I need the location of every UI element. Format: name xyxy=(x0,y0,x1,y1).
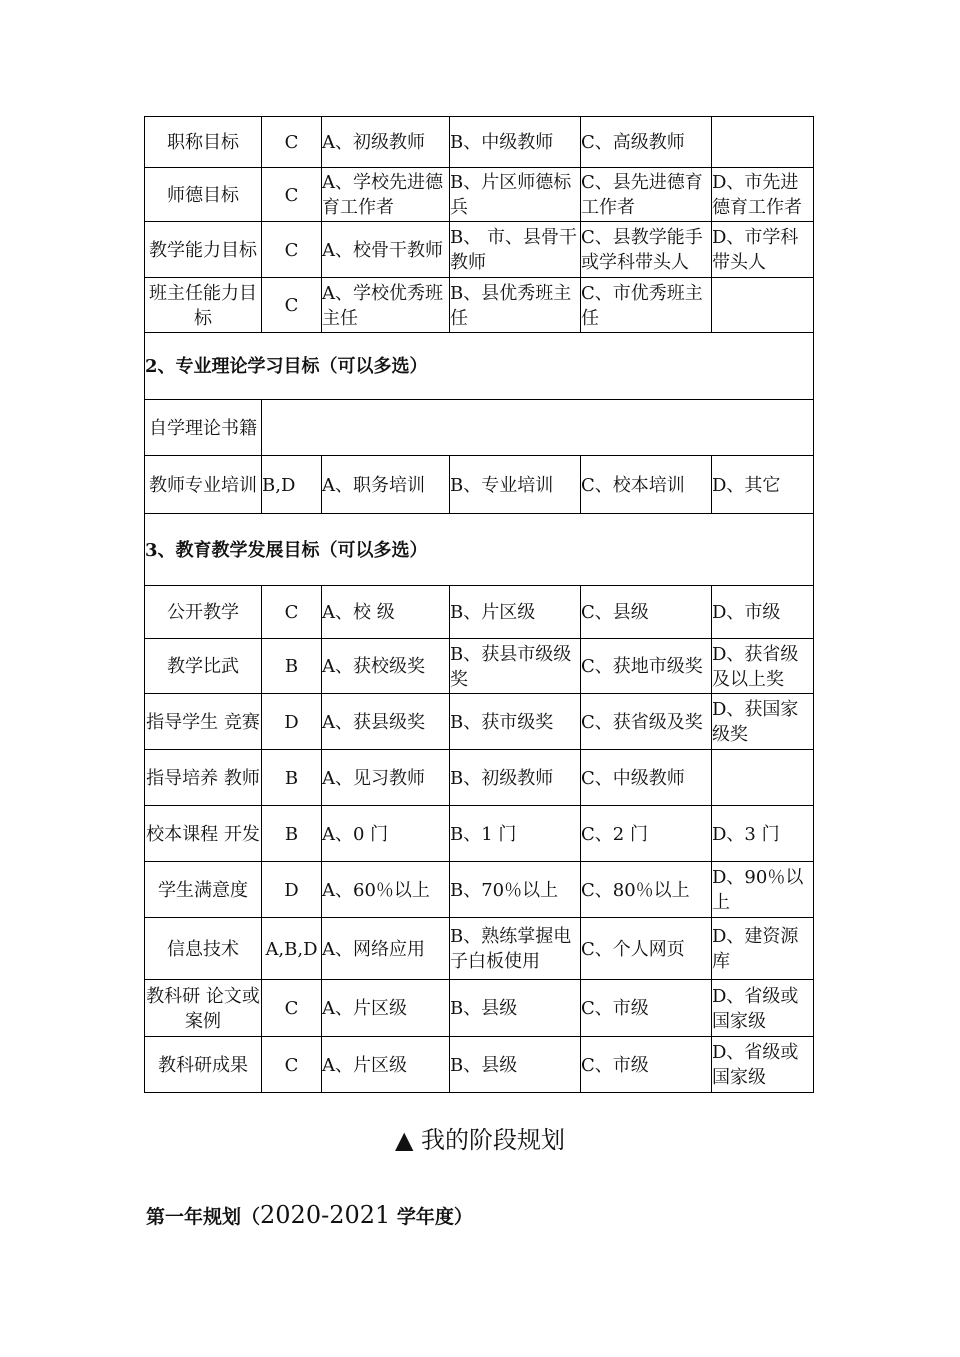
option-d: D、市级 xyxy=(712,586,814,639)
row-label: 学生满意度 xyxy=(145,862,262,918)
option-b: B、获市级奖 xyxy=(450,694,581,750)
option-a: A、获县级奖 xyxy=(322,694,450,750)
table-row xyxy=(145,639,814,694)
selected-choice: C xyxy=(262,278,322,333)
table-row xyxy=(145,1037,814,1093)
table-row xyxy=(145,862,814,918)
selected-choice: A,B,D xyxy=(262,918,322,980)
selected-choice: D xyxy=(262,694,322,750)
option-d: D、90％以上 xyxy=(712,862,814,918)
option-c: C、2 门 xyxy=(581,806,712,862)
table-row xyxy=(145,918,814,980)
selected-choice: C xyxy=(262,168,322,222)
section-row xyxy=(145,333,814,400)
option-d xyxy=(712,117,814,168)
table-row xyxy=(145,278,814,333)
self-study-value xyxy=(262,400,814,456)
option-d: D、3 门 xyxy=(712,806,814,862)
option-b: B、获县市级级奖 xyxy=(450,639,581,694)
table-row xyxy=(145,117,814,168)
section-heading: 3、教育教学发展目标（可以多选） xyxy=(145,514,814,586)
table-row xyxy=(145,806,814,862)
option-c: C、市优秀班主任 xyxy=(581,278,712,333)
table-row xyxy=(145,456,814,514)
option-c: C、80％以上 xyxy=(581,862,712,918)
selected-choice: C xyxy=(262,980,322,1037)
stage-heading: ▲ 我的阶段规划 xyxy=(394,1126,566,1154)
option-b: B、县级 xyxy=(450,980,581,1037)
row-label: 信息技术 xyxy=(145,918,262,980)
option-a: A、学校优秀班主任 xyxy=(322,278,450,333)
section-row xyxy=(145,514,814,586)
option-a: A、校 级 xyxy=(322,586,450,639)
option-a: A、网络应用 xyxy=(322,918,450,980)
option-b: B、片区级 xyxy=(450,586,581,639)
table-row xyxy=(145,586,814,639)
table-row xyxy=(145,980,814,1037)
selected-choice: B xyxy=(262,639,322,694)
option-c: C、高级教师 xyxy=(581,117,712,168)
option-c: C、县先进德育工作者 xyxy=(581,168,712,222)
option-a: A、校骨干教师 xyxy=(322,222,450,278)
option-b: B、专业培训 xyxy=(450,456,581,514)
option-c: C、中级教师 xyxy=(581,750,712,806)
selected-choice: B,D xyxy=(262,456,322,514)
option-b: B、 市、县骨干教师 xyxy=(450,222,581,278)
option-c: C、市级 xyxy=(581,1037,712,1093)
option-b: B、片区师德标兵 xyxy=(450,168,581,222)
option-c: C、校本培训 xyxy=(581,456,712,514)
option-d: D、省级或国家级 xyxy=(712,1037,814,1093)
option-d: D、获国家级奖 xyxy=(712,694,814,750)
option-b: B、中级教师 xyxy=(450,117,581,168)
row-label: 教科研成果 xyxy=(145,1037,262,1093)
selected-choice: B xyxy=(262,750,322,806)
option-c: C、县级 xyxy=(581,586,712,639)
option-b: B、初级教师 xyxy=(450,750,581,806)
option-d xyxy=(712,278,814,333)
row-label: 教科研 论文或案例 xyxy=(145,980,262,1037)
option-b: B、县优秀班主任 xyxy=(450,278,581,333)
selected-choice: C xyxy=(262,1037,322,1093)
row-label: 教学能力目标 xyxy=(145,222,262,278)
row-label: 公开教学 xyxy=(145,586,262,639)
option-b: B、70％以上 xyxy=(450,862,581,918)
option-a: A、职务培训 xyxy=(322,456,450,514)
option-c: C、市级 xyxy=(581,980,712,1037)
table-row xyxy=(145,400,814,456)
option-d xyxy=(712,750,814,806)
option-a: A、初级教师 xyxy=(322,117,450,168)
row-label: 班主任能力目标 xyxy=(145,278,262,333)
goal-table xyxy=(144,116,814,1093)
option-a: A、片区级 xyxy=(322,980,450,1037)
selected-choice: D xyxy=(262,862,322,918)
option-a: A、获校级奖 xyxy=(322,639,450,694)
option-d: D、建资源库 xyxy=(712,918,814,980)
section-heading: 2、专业理论学习目标（可以多选） xyxy=(145,333,814,400)
row-label: 教师专业培训 xyxy=(145,456,262,514)
year-plan-years: 2020-2021 xyxy=(260,1201,391,1229)
option-a: A、学校先进德育工作者 xyxy=(322,168,450,222)
option-a: A、片区级 xyxy=(322,1037,450,1093)
option-c: C、县教学能手或学科带头人 xyxy=(581,222,712,278)
option-b: B、1 门 xyxy=(450,806,581,862)
row-label: 校本课程 开发 xyxy=(145,806,262,862)
option-b: B、县级 xyxy=(450,1037,581,1093)
year-plan-prefix: 第一年规划（ xyxy=(146,1206,261,1228)
option-a: A、0 门 xyxy=(322,806,450,862)
row-label: 师德目标 xyxy=(145,168,262,222)
option-d: D、其它 xyxy=(712,456,814,514)
option-a: A、见习教师 xyxy=(322,750,450,806)
selected-choice: C xyxy=(262,222,322,278)
table-row xyxy=(145,694,814,750)
option-d: D、获省级及以上奖 xyxy=(712,639,814,694)
row-label: 自学理论书籍 xyxy=(145,400,262,456)
option-b: B、熟练掌握电子白板使用 xyxy=(450,918,581,980)
option-c: C、获省级及奖 xyxy=(581,694,712,750)
row-label: 指导学生 竞赛 xyxy=(145,694,262,750)
option-d: D、市先进德育工作者 xyxy=(712,168,814,222)
selected-choice: B xyxy=(262,806,322,862)
option-a: A、60％以上 xyxy=(322,862,450,918)
year-plan-suffix: 学年度） xyxy=(390,1206,473,1228)
table-row xyxy=(145,222,814,278)
year-plan-heading xyxy=(146,1200,473,1232)
selected-choice: C xyxy=(262,117,322,168)
option-c: C、个人网页 xyxy=(581,918,712,980)
selected-choice: C xyxy=(262,586,322,639)
row-label: 职称目标 xyxy=(145,117,262,168)
row-label: 教学比武 xyxy=(145,639,262,694)
option-d: D、省级或国家级 xyxy=(712,980,814,1037)
option-d: D、市学科带头人 xyxy=(712,222,814,278)
table-row xyxy=(145,168,814,222)
row-label: 指导培养 教师 xyxy=(145,750,262,806)
option-c: C、获地市级奖 xyxy=(581,639,712,694)
table-row xyxy=(145,750,814,806)
